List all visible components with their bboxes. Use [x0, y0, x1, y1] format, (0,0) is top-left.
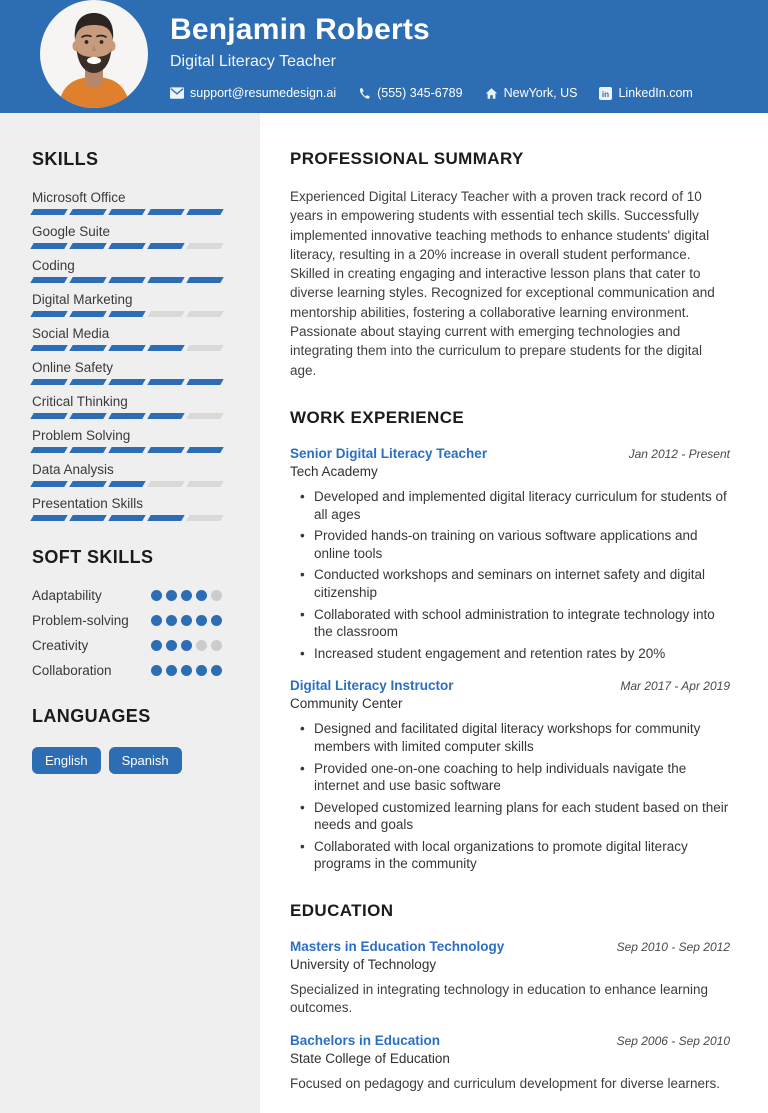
skill-bar-segment — [186, 447, 223, 453]
job-bullet: • Developed customized learning plans for each student based on their needs and goals — [300, 799, 730, 834]
skill-bar-segment — [30, 481, 67, 487]
skill-bar-segment — [147, 413, 184, 419]
rating-dot — [211, 615, 222, 626]
job-bullet: • Provided one-on-one coaching to help individuals navigate the internet and use basic software — [300, 760, 730, 795]
skill-label: Data Analysis — [32, 462, 114, 477]
rating-dot — [181, 615, 192, 626]
skill-label: Google Suite — [32, 224, 111, 239]
skill-label: Social Media — [32, 326, 110, 341]
education-dates: Sep 2006 - Sep 2010 — [616, 1034, 730, 1049]
rating-dot — [211, 590, 222, 601]
skill-row — [32, 224, 222, 249]
skill-bar-segment — [108, 515, 145, 521]
skill-bar-segment — [69, 345, 106, 351]
skill-bar-segment — [108, 311, 145, 317]
education-description: Focused on pedagogy and curriculum development for diverse learners. — [290, 1076, 720, 1092]
job-bullets — [290, 488, 730, 662]
skill-bar — [32, 345, 222, 351]
skill-row — [32, 360, 222, 385]
skill-bar-segment — [69, 515, 106, 521]
rating-dot — [211, 640, 222, 651]
soft-skill-label: Adaptability — [32, 588, 102, 603]
soft-skill-dots — [151, 590, 222, 601]
skill-bar-segment — [186, 243, 223, 249]
languages-section — [32, 706, 222, 774]
language-pills — [32, 747, 222, 774]
skill-bar-segment — [147, 277, 184, 283]
skill-row — [32, 258, 222, 283]
contact-text: LinkedIn.com — [618, 86, 693, 100]
rating-dot — [151, 640, 162, 651]
linkedin-icon — [599, 87, 612, 100]
experience-section — [290, 408, 730, 873]
skill-row — [32, 496, 222, 521]
skill-bar-segment — [108, 209, 145, 215]
skill-row — [32, 428, 222, 453]
skill-bar-segment — [30, 243, 67, 249]
skill-bar-segment — [186, 379, 223, 385]
skill-bar-segment — [30, 413, 67, 419]
skill-bar-segment — [186, 311, 223, 317]
skill-bar-segment — [186, 277, 223, 283]
soft-skill-label: Collaboration — [32, 663, 112, 678]
summary-section-title: PROFESSIONAL SUMMARY — [290, 149, 524, 168]
skill-bar-segment — [186, 481, 223, 487]
job-bullet: • Collaborated with local organizations to promote digital literacy programs in the community — [300, 838, 730, 873]
rating-dot — [181, 665, 192, 676]
skill-bar-segment — [69, 379, 106, 385]
skill-bar-segment — [30, 277, 67, 283]
header — [0, 0, 768, 113]
main-column — [260, 113, 768, 1113]
soft-skill-row — [32, 613, 222, 628]
person-name: Benjamin Roberts — [170, 13, 430, 46]
skill-bar-segment — [108, 277, 145, 283]
soft-skill-label: Problem-solving — [32, 613, 129, 628]
header-text — [170, 13, 693, 100]
skill-bar-segment — [69, 243, 106, 249]
job-dates: Mar 2017 - Apr 2019 — [620, 679, 730, 694]
person-title: Digital Literacy Teacher — [170, 53, 337, 70]
job-bullet: • Collaborated with school administration to integrate technology into the classroom — [300, 606, 730, 641]
skill-bar-segment — [69, 277, 106, 283]
education-section — [290, 901, 730, 1093]
education-description: Specialized in integrating technology in education to enhance learning outcomes. — [290, 982, 709, 1016]
contact-linkedin[interactable] — [599, 86, 692, 100]
soft-skill-row — [32, 663, 222, 678]
skill-label: Online Safety — [32, 360, 114, 375]
rating-dot — [166, 615, 177, 626]
skill-bar-segment — [147, 515, 184, 521]
education-school: State College of Education — [290, 1051, 450, 1067]
summary-section — [290, 149, 730, 380]
language-pill[interactable]: Spanish — [109, 747, 182, 774]
skill-bar-segment — [147, 209, 184, 215]
skill-label: Problem Solving — [32, 428, 131, 443]
skill-label: Digital Marketing — [32, 292, 133, 307]
experience-section-title: WORK EXPERIENCE — [290, 407, 465, 427]
skill-bar-segment — [147, 243, 184, 249]
skill-bar-segment — [108, 447, 145, 453]
job-company: Tech Academy — [290, 463, 378, 479]
skill-bar-segment — [69, 447, 106, 453]
skill-bar-segment — [69, 209, 106, 215]
home-icon — [485, 87, 498, 100]
avatar — [40, 0, 148, 113]
skill-row — [32, 394, 222, 419]
skill-bar — [32, 413, 222, 419]
rating-dot — [196, 665, 207, 676]
contact-email[interactable] — [170, 86, 336, 100]
skill-bar-segment — [147, 447, 184, 453]
soft-skill-label: Creativity — [32, 638, 89, 653]
skills-section-title: SKILLS — [32, 149, 99, 169]
job-title-link[interactable]: Digital Literacy Instructor — [290, 678, 454, 694]
rating-dot — [151, 615, 162, 626]
education-entry-head — [290, 939, 730, 954]
skill-label: Microsoft Office — [32, 190, 126, 205]
rating-dot — [196, 640, 207, 651]
skill-bar — [32, 243, 222, 249]
soft-skills-section — [32, 547, 222, 678]
skill-bar-segment — [108, 243, 145, 249]
svg-text:in: in — [602, 89, 610, 99]
education-list — [290, 939, 730, 1093]
skill-bar-segment — [186, 209, 223, 215]
job-bullet: • Developed and implemented digital literacy curriculum for students of all ages — [300, 488, 730, 523]
skill-label: Presentation Skills — [32, 496, 144, 511]
skill-bar-segment — [30, 515, 67, 521]
skill-bar-segment — [30, 209, 67, 215]
summary-text: Experienced Digital Literacy Teacher with a proven track record of 10 years in empowering students with essential tech skills. Successfully implemented innovative teaching methods to enhance students' digital literacy, resulting in a 20% increase in overall student performance. Skilled in creating engaging and interactive lesson plans that cater to diverse learning styles. Recognized for exceptional communication and mentorship abilities, fostering a collaborative learning environment. Passionate about staying current with emerging technologies and integrating them into the curriculum to prepare students for the digital age. — [290, 189, 715, 378]
skill-bar-segment — [186, 413, 223, 419]
soft-skill-row — [32, 638, 222, 653]
skill-bar — [32, 515, 222, 521]
job-entry — [290, 678, 730, 873]
job-title-link[interactable]: Senior Digital Literacy Teacher — [290, 445, 488, 461]
education-dates: Sep 2010 - Sep 2012 — [616, 940, 730, 955]
skill-bar-segment — [147, 481, 184, 487]
skill-bar-segment — [186, 345, 223, 351]
jobs-list — [290, 446, 730, 873]
language-pill[interactable]: English — [32, 747, 101, 774]
skill-bar-segment — [108, 481, 145, 487]
rating-dot — [166, 590, 177, 601]
rating-dot — [196, 590, 207, 601]
skill-bar — [32, 277, 222, 283]
contact-row — [170, 86, 693, 100]
phone-icon — [358, 87, 371, 100]
job-company: Community Center — [290, 696, 403, 712]
skill-bar-segment — [108, 413, 145, 419]
skill-bar — [32, 209, 222, 215]
rating-dot — [166, 665, 177, 676]
rating-dot — [166, 640, 177, 651]
contact-text: (555) 345-6789 — [377, 86, 463, 100]
skill-bar — [32, 311, 222, 317]
job-entry-head — [290, 446, 730, 461]
languages-section-title: LANGUAGES — [32, 706, 151, 726]
education-entry-head — [290, 1033, 730, 1048]
skill-bar-segment — [69, 481, 106, 487]
skills-list — [32, 190, 222, 521]
rating-dot — [196, 615, 207, 626]
soft-skill-dots — [151, 615, 222, 626]
soft-skills-section-title: SOFT SKILLS — [32, 547, 154, 567]
skill-bar-segment — [30, 447, 67, 453]
education-entry — [290, 939, 730, 1017]
skill-bar-segment — [30, 345, 67, 351]
rating-dot — [181, 640, 192, 651]
skill-bar-segment — [69, 311, 106, 317]
skill-row — [32, 190, 222, 215]
job-entry-head — [290, 678, 730, 693]
contact-text: NewYork, US — [503, 86, 578, 100]
soft-skill-row — [32, 588, 222, 603]
rating-dot — [151, 665, 162, 676]
soft-skill-dots — [151, 665, 222, 676]
job-bullet: • Conducted workshops and seminars on internet safety and digital citizenship — [300, 566, 730, 601]
skill-bar-segment — [147, 379, 184, 385]
skill-bar — [32, 379, 222, 385]
skill-bar-segment — [69, 413, 106, 419]
skill-bar-segment — [108, 345, 145, 351]
skill-bar-segment — [186, 515, 223, 521]
job-entry — [290, 446, 730, 662]
skill-row — [32, 326, 222, 351]
skill-bar-segment — [30, 379, 67, 385]
job-bullet: • Increased student engagement and retention rates by 20% — [300, 645, 730, 663]
soft-skill-dots — [151, 640, 222, 651]
contact-text: support@resumedesign.ai — [190, 86, 337, 100]
contact-home — [485, 86, 578, 100]
skill-bar-segment — [147, 345, 184, 351]
rating-dot — [181, 590, 192, 601]
job-bullets — [290, 720, 730, 873]
skill-bar-segment — [30, 311, 67, 317]
education-school: University of Technology — [290, 957, 437, 973]
education-entry — [290, 1033, 730, 1093]
job-dates: Jan 2012 - Present — [628, 446, 730, 461]
soft-skills-list — [32, 588, 222, 678]
job-bullet: • Provided hands-on training on various software applications and online tools — [300, 527, 730, 562]
rating-dot — [211, 665, 222, 676]
degree-title-link[interactable]: Bachelors in Education — [290, 1033, 441, 1049]
skill-bar-segment — [147, 311, 184, 317]
rating-dot — [151, 590, 162, 601]
skill-row — [32, 462, 222, 487]
sidebar — [0, 113, 260, 1113]
job-bullet: • Designed and facilitated digital literacy workshops for community members with limited computer skills — [300, 720, 730, 755]
skill-bar — [32, 481, 222, 487]
email-icon — [170, 87, 184, 99]
skill-bar — [32, 447, 222, 453]
skill-row — [32, 292, 222, 317]
skill-label: Critical Thinking — [32, 394, 128, 409]
degree-title-link[interactable]: Masters in Education Technology — [290, 939, 505, 955]
body-columns — [0, 113, 768, 1113]
skill-label: Coding — [32, 258, 75, 273]
contact-phone[interactable] — [358, 86, 462, 100]
skill-bar-segment — [108, 379, 145, 385]
education-section-title: EDUCATION — [290, 901, 394, 921]
